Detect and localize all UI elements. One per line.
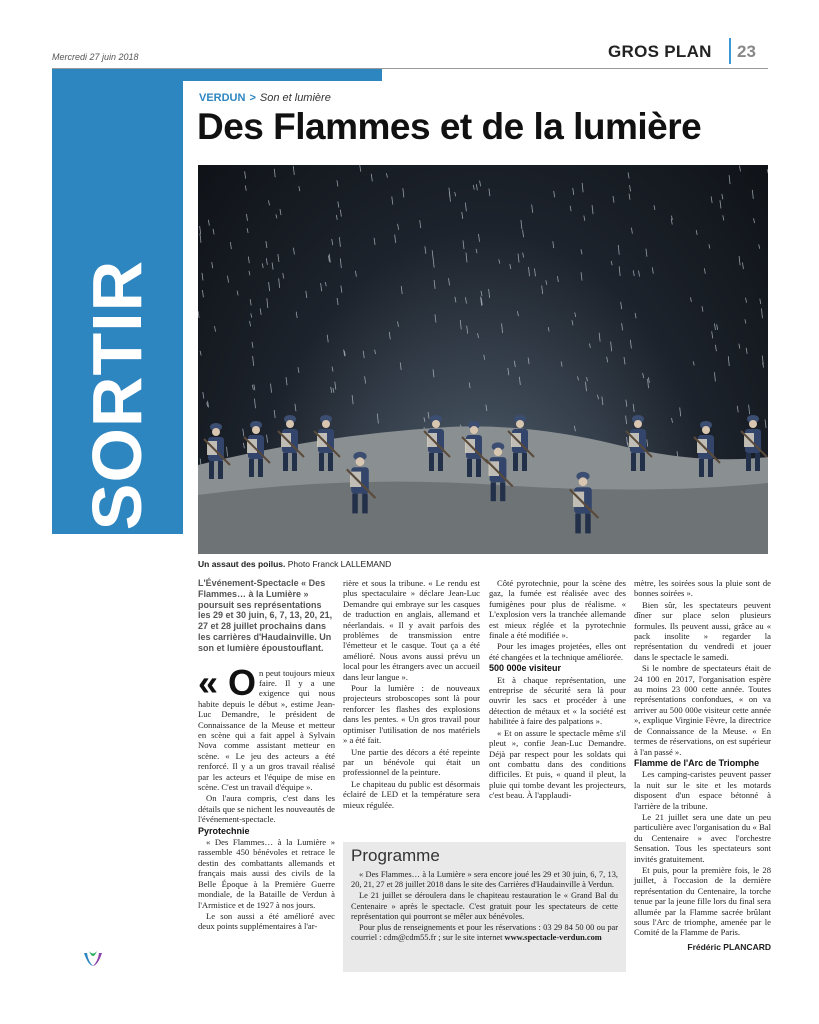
rain-streak [280,209,281,215]
rain-streak [198,311,199,318]
rain-streak [639,271,640,277]
rain-streak [254,384,255,390]
rain-streak [534,269,535,277]
programme-box [343,842,626,972]
rain-streak [502,323,503,333]
rain-streak [279,278,280,288]
rain-streak [652,267,653,273]
rain-streak [589,343,590,347]
rain-streak [392,196,393,204]
rain-streak [269,282,270,291]
rain-streak [672,418,673,423]
rain-streak [268,200,269,205]
rain-streak [746,298,747,303]
rain-streak [752,190,753,199]
rain-streak [296,312,297,318]
rain-streak [200,351,201,356]
rain-streak [514,361,515,367]
rain-streak [627,437,628,445]
rain-streak [613,196,614,203]
rain-streak [587,377,588,381]
publisher-logo-icon [82,947,104,969]
rain-streak [754,218,755,223]
rain-streak [574,426,575,431]
rain-streak [271,384,272,393]
paragraph [198,661,335,793]
header-separator [729,38,731,64]
rain-streak [518,254,519,263]
paragraph: mètre, les soirées sous la pluie sont de bonnes soirées ». [634,578,771,599]
paragraph: rière et sous la tribune. « Le rendu est plus spectaculaire » déclare Jean-Luc Demandre qui embraye sur les casques de traduction en anglais, allemand et néerlandais. « Il y avait parfois des problèmes de transmission entre l'émetteur et le casque. Tout ça a été amélioré. Nous avons aussi prévu un local pour les étrangers avec un accueil dans leur langue ». [343,578,480,682]
photo-scene [198,165,768,554]
rain-streak [570,206,571,211]
rain-streak [478,234,479,242]
rain-streak [202,290,203,297]
contact-phone: 03 29 84 50 00 [543,923,595,933]
rain-streak [489,289,490,298]
rain-streak [759,244,760,248]
rain-streak [478,333,479,338]
rain-streak [433,259,434,268]
rain-streak [633,270,634,276]
rain-streak [517,311,518,316]
rain-streak [293,166,294,175]
rain-streak [553,241,554,248]
rain-streak [295,404,296,411]
rain-streak [635,313,636,318]
rain-streak [252,342,253,348]
rain-streak [584,216,585,221]
photo-caption [198,559,391,569]
rain-streak [630,340,631,349]
rain-streak [585,382,586,391]
rain-streak [465,297,466,303]
rain-streak [278,254,279,262]
page-number: 23 [737,42,756,61]
rain-streak [337,180,338,186]
rain-streak [622,323,623,330]
rain-streak [582,183,583,192]
rain-streak [628,172,629,178]
rain-streak [704,268,705,273]
paragraph: Côté pyrotechnie, pour la scène des gaz, la fumée est réalisée avec des fumigènes pour plus de réalisme. « L'explosion vers la tranchée allemande est mieux réglée et la pyrotechnie finale a été modifiée ». [489,578,626,641]
rain-streak [306,291,307,298]
section-name: GROS PLAN [608,42,712,61]
rain-streak [455,192,456,196]
rain-streak [332,367,333,372]
paragraph-text: n peut toujours mieux faire. Il y a une exigence qui nous habite depuis le début », estime Jean-Luc Demandre, le président de Connaissance de la Meuse et metteur en scène qui a fait appel à Sylvain Nova comme assistant metteur en scène. « Le jeu des acteurs a été renforcé. Il y a un gros travail réalisé par les acteurs et l'équipe de mise en scène. C'est un travail d'équipe ». [198,667,335,793]
rain-streak [267,435,268,443]
rain-streak [723,215,724,220]
rain-streak [428,412,429,419]
header-accent-bar [52,69,382,81]
rain-streak [728,356,729,366]
rain-streak [581,249,582,254]
rain-streak [336,215,337,220]
rain-streak [499,259,500,263]
rain-streak [611,341,612,351]
rain-streak [374,238,375,245]
rain-streak [371,174,372,182]
paragraph: Si le nombre de spectateurs était de 24 100 en 2017, l'organisation espère au moins 23 000 cette année. Toutes représentations confondues, « on va arriver au 500 000e visiteur cette année », explique Virginie Fèvre, la directrice de Connaissance de la Meuse. « En termes de réservations, on est supérieur à l'an passé ». [634,663,771,757]
article-lead: L'Événement-Spectacle « Des Flammes… à la Lumière » poursuit ses représentations les 29 et 30 juin, 6, 7, 13, 20, 21, 27 et 28 juillet prochains dans les carrières d'Haudainville. Un son et lumière époustouflant. [198,578,333,653]
paragraph: « Et on assure le spectacle même s'il pleut », confie Jean-Luc Demandre. Déjà par respect pour les soldats qui ont combattu dans des conditions difficiles. Et puis, « quand il pleut, la pluie qui tombe devant les projecteurs, c'est beau. À l'applaudi- [489,727,626,801]
rain-streak [760,299,761,304]
rain-streak [521,220,522,229]
rain-streak [739,344,740,349]
rain-streak [248,257,249,264]
rain-streak [246,214,247,221]
rain-streak [709,244,710,248]
rain-streak [557,276,558,282]
programme-paragraph: Le 21 juillet se déroulera dans le chapiteau restauration le « Grand Bal du Centenaire » après le spectacle. C'est gratuit pour les spectateurs de cette représentation qui pourront se mêler aux bénévoles. [351,891,618,921]
rain-streak [618,245,619,255]
rain-streak [400,362,401,369]
rain-streak [646,249,647,257]
rain-streak [690,297,691,302]
rain-streak [213,229,214,235]
paragraph: Bien sûr, les spectateurs peuvent dîner sur place selon plusieurs formules. Ils peuvent aussi, grâce au « pack insolite » regarder la représentation du vendredi et jouer dans le spectacle le samedi. [634,599,771,662]
rain-streak [648,379,649,388]
rain-streak [425,246,426,254]
rain-streak [433,369,434,377]
rain-streak [715,345,716,351]
rain-streak [203,392,204,399]
rain-streak [332,239,333,245]
paragraph: Le 21 juillet sera une date un peu particulière avec l'organisation du « Bal du Centenaire » avec l'orchestre Sensation. Tous les spectateurs sont invités gratuitement. [634,811,771,864]
rain-streak [252,385,253,390]
caption-credit: Photo Franck LALLEMAND [287,559,392,569]
rain-streak [389,332,390,339]
rain-streak [266,241,267,248]
rain-streak [251,313,252,317]
rain-streak [397,321,398,326]
rain-streak [420,220,421,228]
rain-streak [460,320,461,329]
rain-streak [648,377,649,383]
programme-paragraph: « Des Flammes… à la Lumière » sera encore joué les 29 et 30 juin, 6, 7, 13, 20, 21, 27 et 28 juillet 2018 dans le site des Carrières d'Haudainville à Verdun. [351,870,618,890]
rain-streak [254,399,255,409]
rain-streak [749,405,750,415]
rain-streak [245,186,246,191]
rain-streak [202,273,203,281]
rain-streak [647,439,648,446]
caption-text: Un assaut des poilus. [198,559,286,569]
column-1 [198,578,335,933]
drop-quote: « O [198,661,257,703]
programme-title: Programme [351,846,440,865]
rain-streak [575,312,576,317]
rain-streak [528,358,529,365]
paragraph: Le chapiteau du public est désormais éclairé de LED et la température sera mieux régulée. [343,778,480,810]
rain-streak [250,321,251,326]
rain-streak [243,429,244,437]
rain-streak [243,443,244,448]
rain-streak [577,376,578,380]
rain-streak [621,302,622,309]
rain-streak [765,420,766,429]
paragraph: Les camping-caristes peuvent passer la nuit sur le site et les motards disposent d'un espace bétonné à l'arrière de la tribune. [634,769,771,811]
rain-streak [542,286,543,295]
rain-streak [434,280,435,289]
rain-streak [274,410,275,418]
paragraph: On l'aura compris, c'est dans les détails que se nichent les nouveautés de l'événement-spectacle. [198,793,335,825]
rain-streak [260,308,261,314]
paragraph: Pour les images projetées, elles ont été changées et la technique améliorée. [489,641,626,662]
rain-streak [680,407,681,416]
rain-streak [624,357,625,364]
article-title: Des Flammes et de la lumière [197,106,702,147]
rain-streak [480,181,481,187]
rain-streak [321,283,322,291]
rain-streak [449,278,450,285]
rain-streak [739,256,740,265]
paragraph: Une partie des décors a été repeinte par un bénévole qui était un professionnel de la peinture. [343,746,480,778]
rain-streak [227,276,228,283]
kicker-theme: Son et lumière [259,92,331,104]
rain-streak [325,282,326,286]
subheading: 500 000e visiteur [489,663,562,674]
rain-streak [714,372,715,381]
rain-streak [398,224,399,230]
rain-streak [548,327,549,331]
rain-streak [599,333,600,342]
paragraph: Et puis, pour la première fois, le 28 juillet, à l'occasion de la dernière représentation du Centenaire, la torche tenue par la jeune fille lors du final sera allumée par la Flamme sacrée brûlant sous l'Arc de triomphe, amenée par le Comité de la Flamme de Paris. [634,864,771,938]
rain-streak [523,230,524,238]
rain-streak [272,263,273,270]
rain-streak [227,447,228,457]
subheading: Flamme de l'Arc de Triomphe [634,757,760,768]
rain-streak [473,185,474,190]
rain-streak [633,404,634,412]
rain-streak [711,196,712,202]
rain-streak [253,356,254,366]
paragraph: Le son aussi a été amélioré avec deux points supplémentaires à l'ar- [198,910,335,932]
article-photo [198,165,768,554]
rain-streak [212,262,213,268]
rain-streak [702,306,703,311]
rain-streak [714,323,715,330]
rain-streak [629,194,630,200]
rain-streak [717,324,718,329]
rain-streak [355,271,356,277]
rubric-label: SORTIR [78,259,156,531]
rain-streak [592,205,593,214]
rain-streak [360,165,361,172]
rain-streak [611,261,612,265]
issue-date: Mercredi 27 juin 2018 [52,52,139,62]
rain-streak [340,258,341,268]
rain-streak [469,383,470,389]
rain-streak [597,395,598,400]
rain-streak [363,351,364,358]
rain-streak [455,297,456,303]
rain-streak [435,314,436,322]
rain-streak [276,214,277,218]
rain-streak [742,262,743,269]
rain-streak [341,286,342,293]
rain-streak [403,188,404,197]
author-signature: Frédéric PLANCARD [687,941,771,952]
rain-streak [286,377,287,385]
rain-streak [375,350,376,354]
rain-streak [746,348,747,354]
rain-streak [737,406,738,412]
kicker-arrow-icon: > [249,92,256,104]
rain-streak [365,376,366,383]
rain-streak [200,233,201,243]
kicker-place: VERDUN [199,92,246,104]
rain-streak [340,210,341,217]
rain-streak [643,373,644,378]
rain-streak [486,405,487,412]
rain-streak [467,326,468,334]
rain-streak [573,188,574,195]
rain-streak [432,250,433,259]
rain-streak [626,400,627,407]
rain-streak [215,326,216,332]
rain-streak [481,291,482,296]
rain-streak [200,226,201,234]
rain-streak [626,416,627,424]
rain-streak [466,253,467,263]
kicker [199,92,331,104]
rain-streak [401,286,402,294]
rain-streak [377,414,378,424]
paragraph: Pour la lumière : de nouveaux projecteurs stroboscopes sont là pour renforcer les flashes des explosions dans les pentes. « Un gros travail pour optimiser l'utilisation de nos matériels » a été fait. [343,683,480,746]
rain-streak [519,377,520,385]
rain-streak [237,291,238,296]
rain-streak [262,263,263,268]
rain-streak [337,298,338,305]
rain-streak [554,191,555,197]
rain-streak [630,185,631,191]
rain-streak [338,202,339,208]
rain-streak [607,357,608,363]
rain-streak [510,264,511,269]
column-3 [489,578,626,802]
paragraph: « Des Flammes… à la Lumière » rassemble 450 bénévoles et retrace le destin des combattants allemands et français mais aussi des civils de la Belle Époque à la Première Guerre mondiale, de la Bataille de Verdun à l'Armistice et de 1927 à nos jours. [198,837,335,910]
subheading: Pyrotechnie [198,825,250,836]
rain-streak [529,267,530,276]
rain-streak [572,320,573,325]
rain-streak [767,169,768,173]
rain-streak [274,169,275,177]
rain-streak [267,298,268,308]
rain-streak [250,299,251,305]
rain-streak [712,331,713,338]
rain-streak [546,280,547,285]
rain-streak [352,395,353,404]
rain-streak [722,194,723,199]
rain-streak [293,248,294,255]
rain-streak [327,335,328,343]
rain-streak [476,249,477,253]
rain-streak [283,273,284,279]
column-2 [343,578,480,811]
rain-streak [299,186,300,191]
rain-streak [476,184,477,190]
rain-streak [729,175,730,184]
rain-streak [449,188,450,198]
rain-streak [333,388,334,393]
rain-streak [581,272,582,280]
rain-streak [247,228,248,233]
rain-streak [298,367,299,373]
rain-streak [462,212,463,219]
rain-streak [619,266,620,276]
rain-streak [745,319,746,323]
rain-streak [266,258,267,265]
rain-streak [245,171,246,178]
programme-contact [351,923,618,943]
rain-streak [720,200,721,208]
rain-streak [693,361,694,365]
rain-streak [602,397,603,405]
rain-streak [489,189,490,197]
rain-streak [335,382,336,390]
rain-streak [463,240,464,249]
rain-streak [739,166,740,172]
contact-email: ou par courriel : cdm@cdm55.fr ; sur le site internet [351,923,619,943]
column-4 [634,578,771,952]
contact-intro: Pour plus de renseignements et pour les réservations : [359,923,541,933]
paragraph: Et à chaque représentation, une entreprise de sécurité sera là pour ouvrir les sacs et procéder à une détection de métaux et « la société est habilitée à faire des palpations ». [489,674,626,727]
rain-streak [654,205,655,210]
rain-streak [395,235,396,243]
rain-streak [331,387,332,393]
rain-streak [208,220,209,226]
rain-streak [339,237,340,247]
rain-streak [386,173,387,177]
rain-streak [696,230,697,235]
contact-website[interactable]: www.spectacle-verdun.com [504,933,602,943]
rain-streak [508,368,509,375]
rain-streak [249,271,250,275]
rain-streak [465,203,466,212]
rain-streak [532,205,533,213]
rain-streak [424,417,425,422]
rain-streak [761,308,762,318]
rain-streak [523,253,524,258]
rain-streak [230,242,231,249]
rain-streak [484,355,485,360]
rain-streak [631,228,632,234]
rain-streak [561,361,562,366]
